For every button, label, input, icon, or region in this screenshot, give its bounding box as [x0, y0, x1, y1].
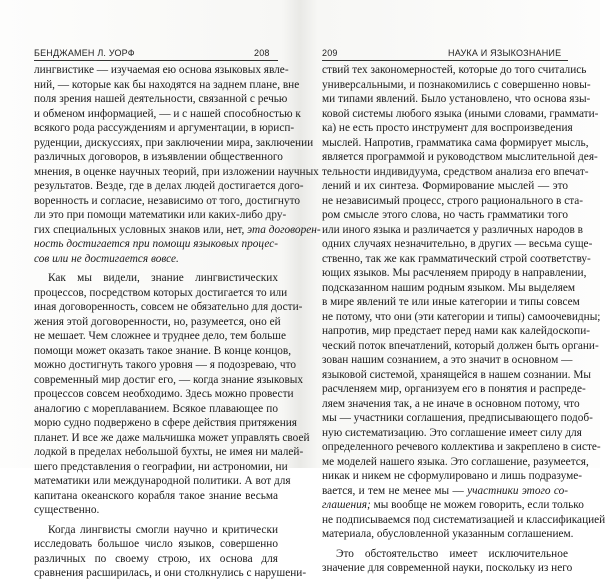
text-line: ющих языков. Мы расчленяем природу в направлении, — [322, 267, 587, 279]
text-line: ственно, так же как грамматический строй соответству- — [322, 252, 591, 265]
text-line: морю судно подвержено в сфере действия притяжения — [34, 417, 297, 429]
text-line: ную систематизацию. Это соглашение имеет силу для — [322, 426, 582, 439]
text-line: воренность и согласие, независимо от того, достигнуто — [34, 194, 301, 207]
text-line: процессов совсем необходимо. Здесь можно провести — [34, 388, 294, 400]
text-line: является программой и руководством мыслительной дея- — [322, 151, 598, 163]
text-line: ляем значения так, а не иначе в основном потому, что — [322, 397, 580, 410]
text-line: лодкой в пределах небольшой бухты, не имея ни малей- — [34, 446, 304, 458]
text-line: лингвистике — изучаемая ею основа языковых явле- — [34, 64, 289, 76]
text-line: в мире явлений те или иные категории и типы совсем — [322, 296, 580, 308]
text-line: универсальными, и познакомились с совершенно новы- — [322, 78, 591, 91]
text-line: математики или международной политики. А вот для — [34, 475, 291, 487]
text-line: аналогию с мореплаванием. Всякое плавающее по — [34, 402, 278, 415]
text-line: ний, — которые как бы находятся на заднем плане, вне — [34, 78, 300, 91]
text-line: жения этой договоренности, но, разумеется, оно ей — [34, 315, 281, 328]
text-line: ми типами явлений. Было установлено, что основа язы- — [322, 93, 591, 105]
text-line: руденции, дискуссиях, при заключении мира, заключении — [34, 136, 314, 149]
text-line: иная договоренность, совсем не обязательно для дости- — [34, 301, 303, 313]
text-line: исследовать большое число языков, совершенно — [34, 538, 278, 550]
text-line: зован нашим сознанием, а это значит в основном — — [322, 354, 573, 366]
text-line: материала, обусловленной указанным соглашением. — [322, 528, 574, 540]
text-line: Как мы видели, знание лингвистических — [48, 272, 278, 284]
text-line: можно достигнуть такого уровня — я подозреваю, что — [34, 359, 297, 371]
text-line: не независимый процесс, строго рационального в ста- — [322, 194, 584, 207]
text-line: не подписываемся под систематизацией и классификацией — [322, 513, 605, 526]
text-line: поля зрения нашей деятельности, связанной с речью — [34, 93, 288, 105]
text-line: значение для современной науки, поскольку из него — [322, 562, 573, 574]
text-line: мнения, в оценке научных теорий, при изложении научных — [34, 165, 319, 178]
text-line: напротив, мир предстает перед нами как калейдоскопи- — [322, 325, 591, 337]
page-number-left: 208 — [254, 48, 270, 58]
text-line: сравнения расширилась, и они столкнулись с нарушени- — [34, 567, 307, 579]
text-line: или иного языка и различается у различных народов в — [322, 223, 584, 236]
text-line: капитана океанского корабля такое знание весьма — [34, 489, 278, 502]
text-line: ка) не есть просто инструмент для воспроизведения — [322, 122, 573, 134]
text-line: планет. И все же даже мальчишка может управлять своей — [34, 431, 310, 444]
text-line: существенно. — [34, 504, 100, 516]
text-line: ром смысле этого слова, но часть грамматики того — [322, 209, 568, 221]
text-line: определенного речевого коллектива и закреплено в систе- — [322, 441, 601, 453]
text-line: не мешает. Чем сложнее и труднее дело, тем больше — [34, 330, 286, 342]
text-line: ствий тех закономерностей, которые до того считались — [322, 64, 587, 76]
text-line: языковой системой, хранящейся в нашем сознании. Мы — [322, 368, 591, 381]
running-head-author: БЕНДЖАМЕН Л. УОРФ — [34, 48, 135, 58]
text-line: различных договоров, в изъявлении общественного — [34, 151, 283, 163]
text-line: вается, и тем не менее мы — участники этого со- — [322, 484, 568, 497]
text-line: результатов. Везде, где в делах людей достигается дого- — [34, 180, 304, 192]
text-line: расчленяем мир, организуем его в понятия и распреде- — [322, 383, 586, 395]
text-line: процессов, посредством которых достигается то или — [34, 286, 288, 299]
text-line: и обменом информацией, — и с нашей способностью к — [34, 107, 301, 120]
text-line: тельности индивидуума, средством анализа его впечат- — [322, 165, 589, 178]
right-page-text — [322, 63, 605, 576]
text-line: подсказанном нашим родным языком. Мы выделяем — [322, 281, 576, 294]
text-line: ность достигается при помощи языковых процес- — [34, 238, 278, 250]
text-line: шего представления о географии, ни астрономии, ни — [34, 460, 288, 473]
text-line: Когда лингвисты смогли научно и критически — [48, 523, 278, 536]
running-head-title: НАУКА И ЯЗЫКОЗНАНИЕ — [448, 48, 562, 58]
text-line: ме моделей нашего языка. Это соглашение, разумеется, — [322, 455, 589, 468]
text-line: всякого рода рассуждениям и аргументации, в юрисп- — [34, 122, 295, 134]
left-page-text — [34, 63, 321, 581]
text-line: помощи может оказать такое знание. В конце концов, — [34, 344, 292, 357]
header-rule-right — [322, 60, 568, 61]
text-line: одних случаях незначительно, в других — весьма суще- — [322, 238, 593, 250]
text-line: гих специальных условных знаков или, нет, эта договорен- — [34, 223, 321, 236]
page-number-right: 209 — [322, 48, 338, 58]
text-line: не потому, что они (эти категории и типы) самоочевидны; — [322, 310, 601, 323]
text-line: глашения; мы вообще не можем говорить, если только — [322, 499, 584, 511]
text-line: различных по своему строю, их основа для — [34, 552, 278, 565]
text-line: Это обстоятельство имеет исключительное — [336, 547, 568, 560]
text-line: современный мир достиг его, — когда знание языковых — [34, 373, 304, 386]
text-line: ческий поток впечатлений, который должен быть органи- — [322, 339, 599, 352]
text-line: ковой системы любого языка (иными словами, граммати- — [322, 107, 599, 120]
header-rule-left — [34, 60, 278, 61]
text-line: мыслей. Напротив, грамматика сама формирует мысль, — [322, 136, 589, 149]
right-page — [300, 0, 605, 574]
text-line: мы — участники соглашения, предписывающего подоб- — [322, 412, 593, 424]
text-line: никак и никем не сформулировано и лишь подразуме- — [322, 470, 583, 482]
text-line: лений и их синтеза. Формирование мыслей — это — [322, 180, 568, 192]
text-line: ли это при помощи математики или каких-либо дру- — [34, 209, 287, 221]
text-line: сов или не достигается вовсе. — [34, 252, 179, 265]
